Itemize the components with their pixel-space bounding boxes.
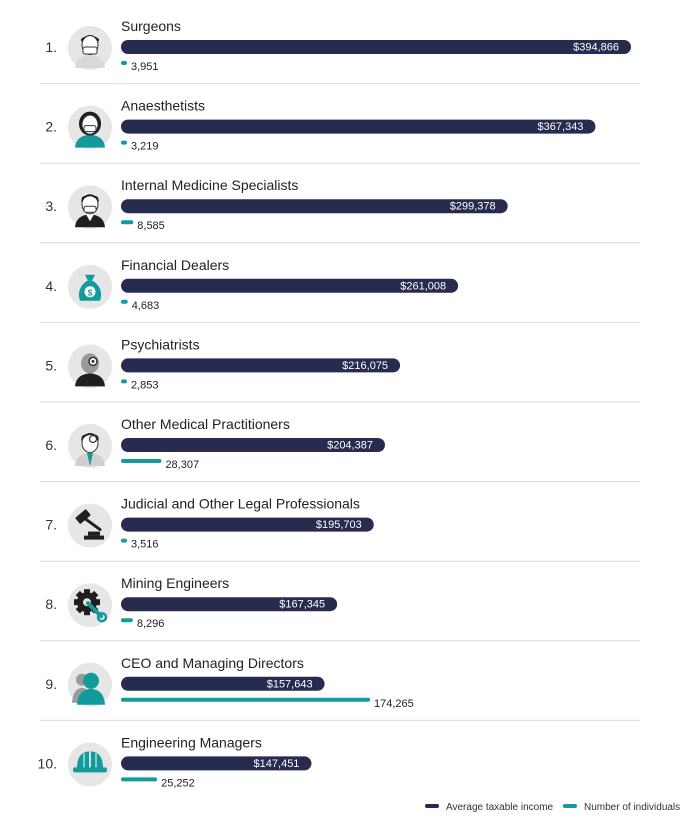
chart-row [40, 575, 640, 641]
count-value-label: 3,219 [131, 140, 159, 153]
rank-label: 10. [37, 755, 57, 772]
occupation-label: Psychiatrists [121, 336, 200, 353]
rank-label: 8. [45, 596, 57, 613]
gavel-icon [68, 504, 112, 548]
occupation-label: Internal Medicine Specialists [121, 177, 299, 194]
occupation-label: Surgeons [121, 18, 181, 34]
legend-label-income: Average taxable income [446, 802, 554, 813]
income-bar [121, 120, 595, 134]
count-value-label: 28,307 [165, 459, 200, 471]
count-value-label: 174,265 [374, 697, 414, 710]
count-bar [121, 698, 370, 702]
occupation-label: Other Medical Practitioners [121, 416, 290, 432]
rank-label: 1. [45, 39, 57, 55]
count-value-label: 25,252 [161, 777, 195, 790]
income-value-label: $157,643 [266, 678, 313, 691]
hard-hat-icon [68, 742, 112, 786]
chart-row [40, 257, 640, 323]
medical-practitioner-icon [68, 424, 112, 468]
income-value-label: $195,703 [315, 519, 362, 532]
count-value-label: 3,516 [131, 538, 159, 551]
count-value-label: 3,951 [131, 61, 159, 73]
count-bar [121, 618, 133, 622]
anaesthetist-icon [68, 106, 112, 150]
chart-row [40, 336, 640, 402]
count-bar [121, 539, 127, 543]
count-bar [121, 379, 127, 383]
legend-label-count: Number of individuals [584, 802, 681, 813]
count-bar [121, 459, 161, 463]
rank-label: 4. [45, 277, 57, 294]
chart-row [40, 496, 640, 562]
occupation-label: CEO and Managing Directors [121, 654, 304, 671]
income-value-label: $147,451 [253, 757, 300, 770]
income-value-label: $367,343 [537, 121, 584, 134]
count-value-label: 8,296 [136, 618, 165, 631]
count-value-label: 4,683 [131, 299, 160, 312]
count-value-label: 2,853 [131, 379, 159, 392]
executive-icon [68, 663, 112, 707]
rank-label: 2. [45, 118, 57, 135]
count-bar [121, 777, 157, 781]
gear-wrench-icon [68, 583, 112, 627]
rank-label: 3. [45, 198, 57, 215]
doctor-icon [68, 185, 112, 229]
chart-row [40, 655, 640, 721]
count-bar [121, 61, 127, 65]
chart-row [40, 18, 640, 84]
surgeon-icon [68, 26, 112, 70]
count-value-label: 8,585 [137, 220, 165, 233]
occupation-label: Engineering Managers [121, 734, 262, 751]
chart-row [40, 177, 640, 243]
rank-label: 6. [45, 437, 57, 453]
income-value-label: $167,345 [279, 598, 326, 611]
svg-text:$: $ [87, 288, 93, 298]
rank-label: 5. [45, 357, 57, 374]
income-value-label: $299,378 [449, 200, 496, 213]
count-bar [121, 141, 127, 145]
chart-row [38, 734, 312, 789]
rank-label: 9. [45, 675, 57, 692]
count-bar [121, 300, 128, 304]
count-bar [121, 220, 133, 224]
money-bag-icon [68, 265, 112, 309]
income-value-label: $261,008 [400, 280, 447, 293]
income-value-label: $394,866 [573, 41, 619, 54]
occupation-label: Mining Engineers [121, 575, 230, 592]
income-value-label: $204,387 [327, 439, 373, 452]
psychiatrist-icon [68, 344, 112, 388]
chart-row [40, 98, 640, 164]
income-value-label: $216,075 [342, 359, 389, 372]
occupation-label: Anaesthetists [121, 97, 206, 114]
legend-swatch-count [563, 804, 577, 808]
occupation-label: Judicial and Other Legal Professionals [121, 495, 360, 512]
income-bar [121, 40, 631, 54]
legend [425, 802, 680, 813]
occupation-label: Financial Dealers [121, 256, 230, 273]
rank-label: 7. [45, 516, 57, 533]
chart-row [40, 416, 640, 482]
legend-swatch-income [425, 804, 439, 808]
